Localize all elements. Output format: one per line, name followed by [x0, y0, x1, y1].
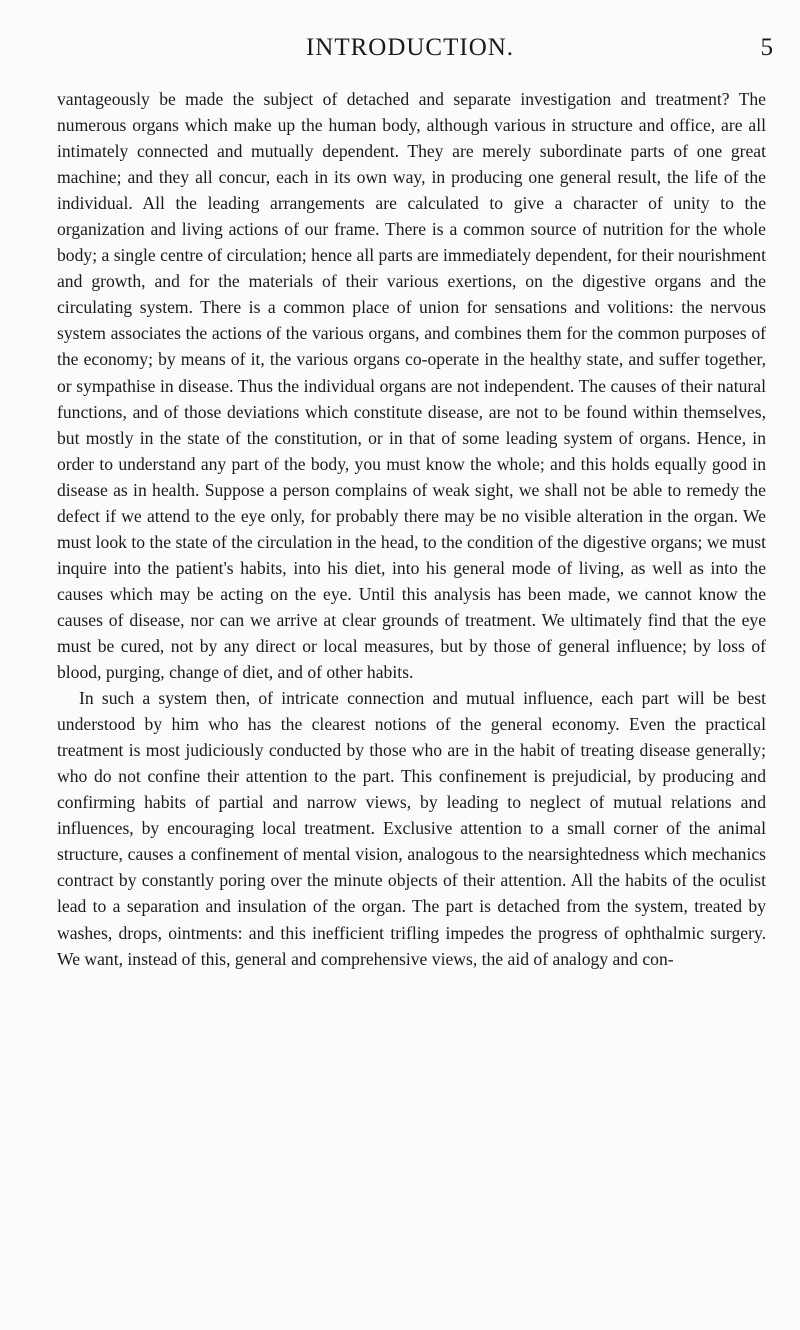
- page-number: 5: [760, 34, 773, 61]
- running-title: INTRODUCTION.: [305, 34, 515, 61]
- paragraph: In such a system then, of intricate connection and mutual influence, each part will be best understood by him who has the clearest notions of the general economy. Even the practical treatment is most judiciously conducted by those who are in the habit of treating disease generally; who do not confine their attention to the part. This confinement is prejudicial, by producing and confirming habits of partial and narrow views, by leading to neglect of mutual relations and influences, by encouraging local treatment. Exclusive attention to a small corner of the animal structure, causes a confinement of mental vision, analogous to the nearsightedness which mechanics contract by constantly poring over the minute objects of their attention. All the habits of the oculist lead to a separation and insulation of the organ. The part is detached from the system, treated by washes, drops, ointments: and this inefficient trifling impedes the progress of ophthalmic surgery. We want, instead of this, general and comprehensive views, the aid of analogy and con-: [57, 688, 766, 969]
- body-text: [57, 86, 766, 972]
- paragraph-continued: vantageously be made the subject of detached and separate investigation and treatment? The numerous organs which make up the human body, although various in structure and office, are all intimately connected and mutually dependent. They are merely subordinate parts of one great machine; and they all concur, each in its own way, in producing one general result, the life of the individual. All the leading arrangements are calculated to give a character of unity to the organization and living actions of our frame. There is a common source of nutrition for the whole body; a single centre of circulation; hence all parts are immediately dependent, for their nourishment and growth, and for the materials of their various exertions, on the digestive organs and the circulating system. There is a common place of union for sensations and volitions: the nervous system associates the actions of the various organs, and combines them for the common purposes of the economy; by means of it, the various organs co-operate in the healthy state, and suffer together, or sympathise in disease. Thus the individual organs are not independent. The causes of their natural functions, and of those deviations which constitute disease, are not to be found within themselves, but mostly in the state of the constitution, or in that of some leading system of organs. Hence, in order to understand any part of the body, you must know the whole; and this holds equally good in disease as in health. Suppose a person complains of weak sight, we shall not be able to remedy the defect if we attend to the eye only, for probably there may be no visible alteration in the organ. We must look to the state of the circulation in the head, to the condition of the digestive organs; we must inquire into the patient's habits, into his diet, into his general mode of living, as well as into the causes which may be acting on the eye. Until this analysis has been made, we cannot know the causes of disease, nor can we arrive at clear grounds of treatment. We ultimately find that the eye must be cured, not by any direct or local measures, but by those of general influence; by loss of blood, purging, change of diet, and of other habits.: [57, 89, 766, 683]
- running-head: [55, 34, 773, 74]
